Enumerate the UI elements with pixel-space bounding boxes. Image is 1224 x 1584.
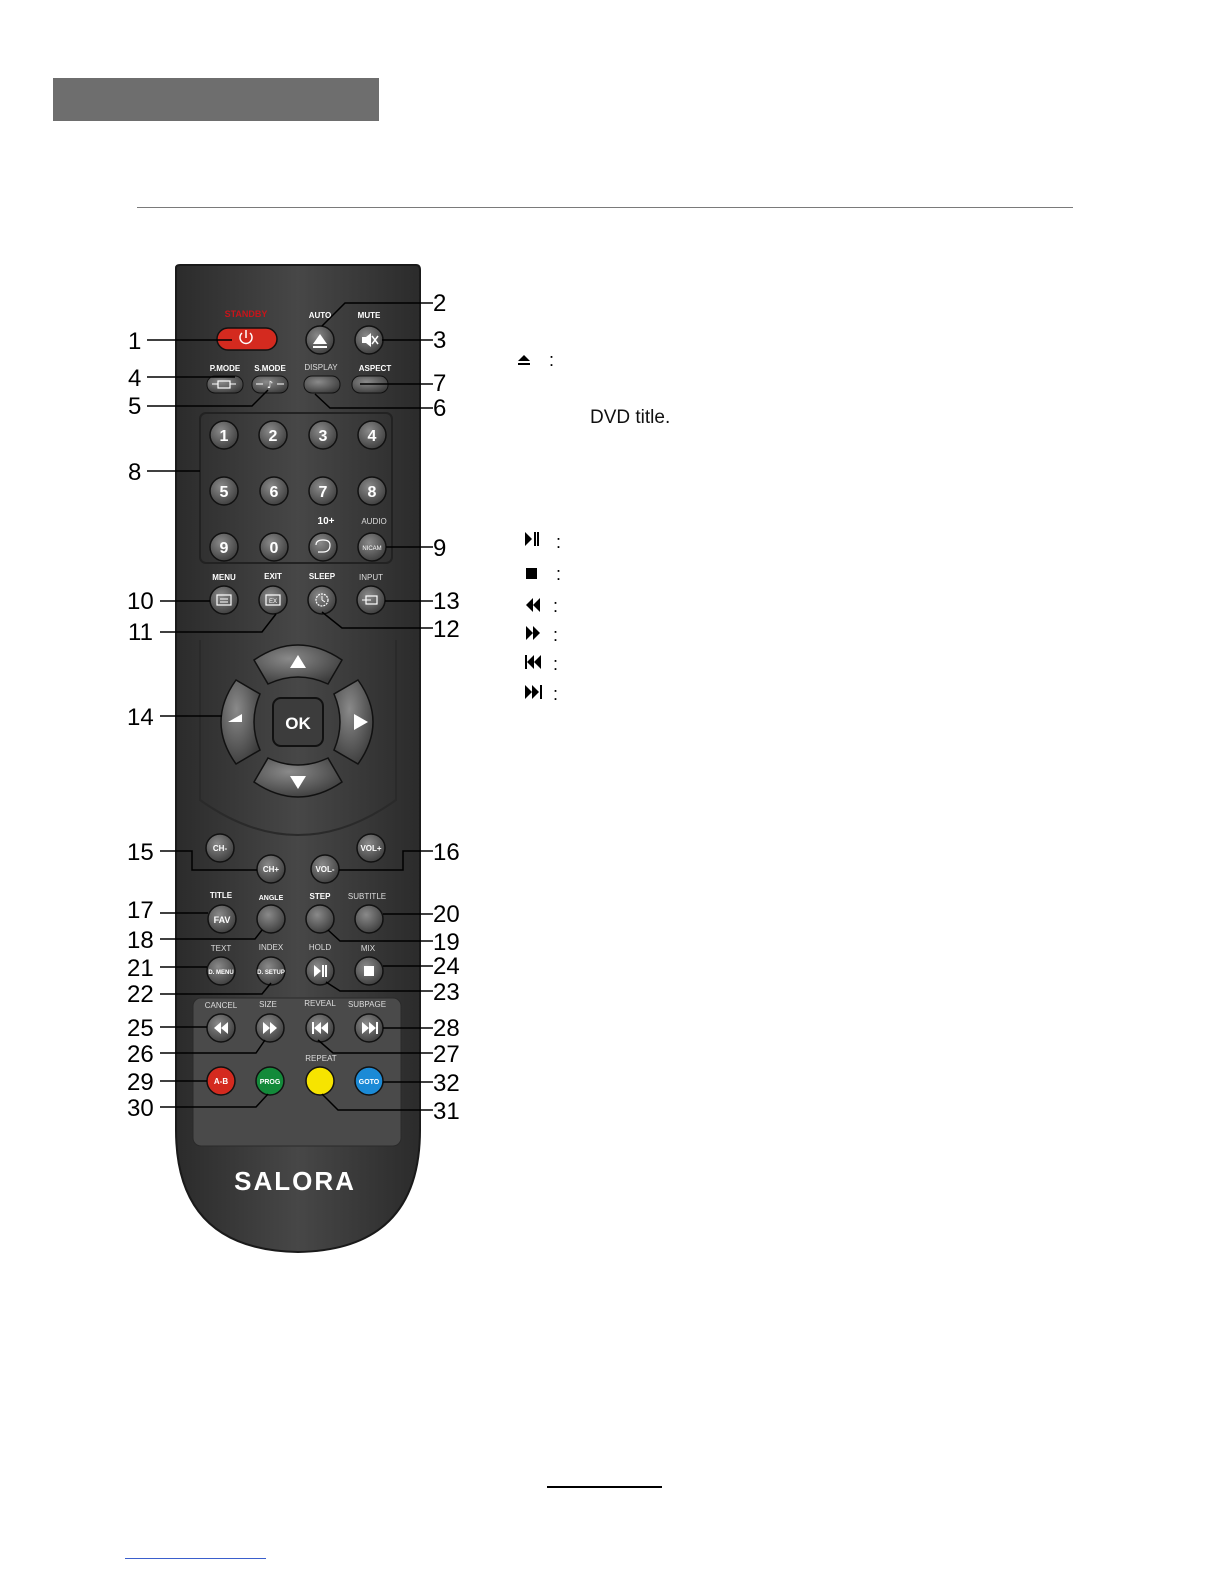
aspect-label: ASPECT — [358, 364, 392, 373]
callout-22: 22 — [127, 981, 154, 1008]
ten-plus-label: 10+ — [317, 516, 335, 527]
exit-label: EXIT — [264, 572, 282, 581]
sleep-label: SLEEP — [308, 572, 336, 581]
digit-9-label: 9 — [219, 540, 229, 557]
size-label: SIZE — [259, 1000, 277, 1009]
stop-colon: : — [556, 564, 562, 584]
ch-plus-text: CH+ — [262, 865, 280, 874]
digit-4-label: 4 — [367, 428, 377, 445]
prog-text: PROG — [259, 1079, 281, 1086]
callout-21: 21 — [127, 955, 154, 982]
recall-button[interactable] — [309, 533, 337, 561]
eject-icon — [517, 354, 531, 366]
callout-32: 32 — [433, 1070, 460, 1097]
callout-6: 6 — [433, 395, 447, 422]
auto-label: AUTO — [308, 311, 332, 320]
stop-icon — [364, 966, 374, 976]
svg-text:♪: ♪ — [266, 380, 274, 391]
digit-8-label: 8 — [367, 484, 377, 501]
display-button[interactable] — [304, 376, 340, 393]
standby-label: STANDBY — [224, 309, 268, 319]
fast-forward-colon: : — [553, 625, 559, 645]
digit-1-label: 1 — [219, 428, 229, 445]
standby-button[interactable] — [217, 328, 277, 350]
angle-label: ANGLE — [258, 895, 284, 902]
digit-2-label: 2 — [268, 428, 278, 445]
callout-4: 4 — [128, 365, 142, 392]
input-label: INPUT — [359, 573, 383, 582]
ok-text: OK — [285, 714, 311, 733]
step-label: STEP — [309, 892, 331, 901]
callout-18: 18 — [127, 927, 154, 954]
callout-26: 26 — [127, 1041, 154, 1068]
angle-button[interactable] — [257, 905, 285, 933]
play-pause-colon: : — [556, 532, 562, 552]
index-label: INDEX — [258, 943, 284, 952]
ab-text: A-B — [213, 1077, 229, 1086]
callout-23: 23 — [433, 979, 460, 1006]
vol-plus-text: VOL+ — [360, 844, 382, 853]
stop-icon — [526, 568, 538, 580]
yellow-button[interactable] — [306, 1067, 334, 1095]
pmode-label: P.MODE — [209, 364, 241, 373]
reveal-label: REVEAL — [304, 999, 336, 1008]
digit-7-label: 7 — [318, 484, 328, 501]
callout-27: 27 — [433, 1041, 460, 1068]
callout-19: 19 — [433, 929, 460, 956]
rewind-icon — [526, 598, 542, 612]
callout-12: 12 — [433, 616, 460, 643]
callout-9: 9 — [433, 535, 447, 562]
callout-17: 17 — [127, 897, 154, 924]
dsetup-text: D. SETUP — [257, 970, 285, 976]
display-label: DISPLAY — [304, 363, 338, 372]
play-pause-icon — [525, 531, 539, 547]
title-label: TITLE — [209, 891, 233, 900]
callout-11: 11 — [128, 619, 153, 646]
mix-label: MIX — [360, 944, 376, 953]
callout-25: 25 — [127, 1015, 154, 1042]
callout-2: 2 — [433, 290, 447, 317]
callout-16: 16 — [433, 839, 460, 866]
audio-label: AUDIO — [361, 517, 387, 526]
subtitle-button[interactable] — [355, 905, 383, 933]
digit-5-label: 5 — [219, 484, 229, 501]
previous-icon — [525, 655, 543, 669]
subtitle-label: SUBTITLE — [347, 892, 387, 901]
callout-29: 29 — [127, 1069, 154, 1096]
next-icon — [525, 685, 543, 699]
eject-colon: : — [549, 350, 555, 370]
hold-label: HOLD — [308, 943, 332, 952]
callout-5: 5 — [128, 393, 142, 420]
vol-minus-text: VOL- — [315, 865, 335, 874]
dmenu-text: D. MENU — [208, 970, 234, 976]
menu-button[interactable] — [210, 586, 238, 614]
callout-7: 7 — [433, 370, 447, 397]
step-button[interactable] — [306, 905, 334, 933]
smode-label: S.MODE — [254, 364, 286, 373]
cancel-label: CANCEL — [204, 1001, 238, 1010]
nicam-text: NICAM — [362, 546, 382, 552]
text-label: TEXT — [210, 944, 232, 953]
mute-label: MUTE — [357, 311, 381, 320]
callout-20: 20 — [433, 901, 460, 928]
fav-text: FAV — [213, 915, 231, 925]
next-colon: : — [553, 684, 559, 704]
subpage-label: SUBPAGE — [347, 1000, 387, 1009]
callout-30: 30 — [127, 1095, 154, 1122]
ch-minus-text: CH- — [212, 844, 228, 853]
digit-3-label: 3 — [318, 428, 328, 445]
callout-13: 13 — [433, 588, 460, 615]
repeat-label: REPEAT — [305, 1054, 337, 1063]
callout-15: 15 — [127, 839, 154, 866]
previous-colon: : — [553, 654, 559, 674]
digit-6-label: 6 — [269, 484, 279, 501]
brand-logo: SALORA — [234, 1166, 356, 1196]
callout-1: 1 — [128, 328, 142, 355]
digit-0-label: 0 — [269, 540, 279, 557]
callout-8: 8 — [128, 459, 142, 486]
goto-text: GOTO — [358, 1079, 380, 1086]
page-number-underline — [547, 1486, 662, 1488]
callout-31: 31 — [433, 1098, 460, 1125]
fast-forward-icon — [526, 626, 542, 640]
callout-3: 3 — [433, 327, 447, 354]
callout-14: 14 — [127, 704, 154, 731]
rewind-colon: : — [553, 596, 559, 616]
callout-24: 24 — [433, 953, 460, 980]
menu-label: MENU — [212, 573, 236, 582]
dvd-title-text: DVD title. — [590, 407, 671, 428]
callout-28: 28 — [433, 1015, 460, 1042]
svg-text:EX: EX — [268, 599, 278, 605]
callout-10: 10 — [127, 588, 154, 615]
footer-link-underline[interactable] — [125, 1558, 266, 1559]
